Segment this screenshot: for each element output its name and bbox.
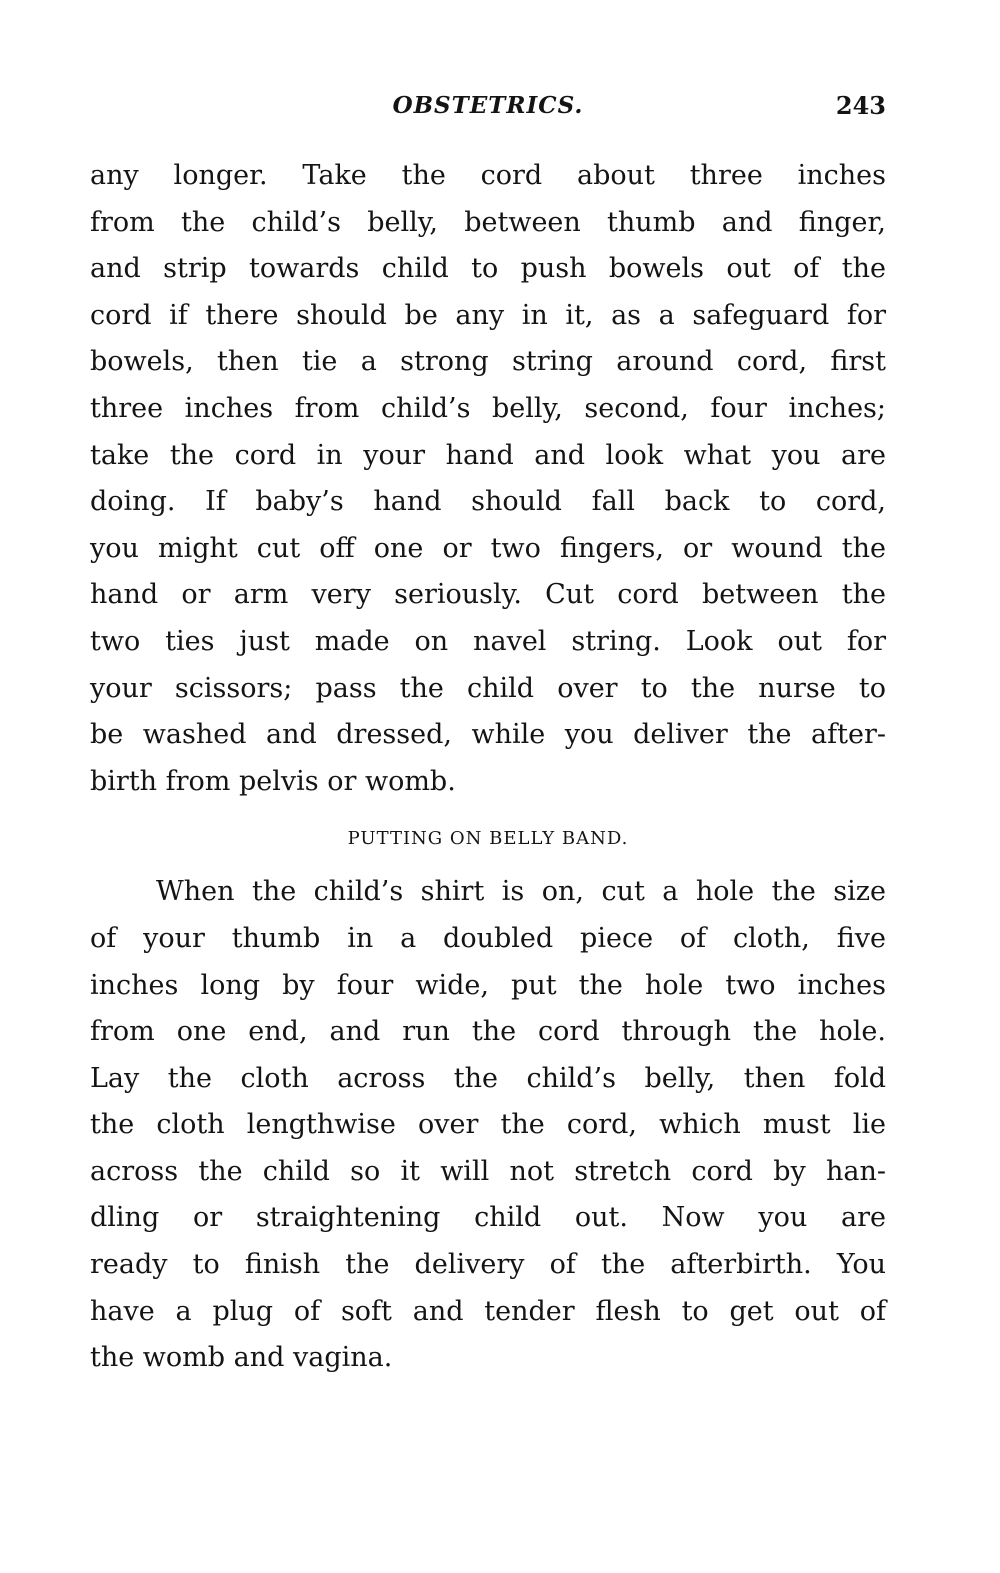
text-line: take the cord in your hand and look what you are xyxy=(90,439,886,471)
running-head xyxy=(90,88,886,124)
text-line: from one end, and run the cord through the hole. xyxy=(90,1016,886,1048)
text-line: bowels, then tie a strong string around cord, first xyxy=(90,346,886,378)
text-line: hand or arm very seriously. Cut cord between the xyxy=(90,579,886,611)
body-text xyxy=(90,153,886,1382)
text-line: have a plug of soft and tender flesh to get out of xyxy=(90,1295,886,1327)
running-title: OBSTETRICS. xyxy=(392,92,584,119)
paragraph-belly-band xyxy=(90,869,886,1382)
text-line: When the child’s shirt is on, cut a hole the size xyxy=(156,876,886,908)
text-line: and strip towards child to push bowels out of the xyxy=(90,253,886,285)
text-line: from the child’s belly, between thumb and finger, xyxy=(90,206,886,238)
text-line: any longer. Take the cord about three inches xyxy=(90,160,886,191)
text-line: three inches from child’s belly, second, four inches; xyxy=(90,392,886,424)
text-line: you might cut off one or two fingers, or wound the xyxy=(90,532,886,564)
text-line: your scissors; pass the child over to the nurse to xyxy=(90,672,886,704)
section-heading: PUTTING ON BELLY BAND. xyxy=(347,828,629,850)
text-line: birth from pelvis or womb. xyxy=(90,765,456,797)
text-line: inches long by four wide, put the hole two inches xyxy=(90,969,886,1001)
text-line: doing. If baby’s hand should fall back to cord, xyxy=(90,486,886,518)
text-line: of your thumb in a doubled piece of cloth, five xyxy=(90,922,886,954)
text-line: cord if there should be any in it, as a safeguard for xyxy=(90,299,886,331)
text-line: Lay the cloth across the child’s belly, then fold xyxy=(90,1062,886,1094)
text-line: the womb and vagina. xyxy=(90,1342,393,1374)
page-number: 243 xyxy=(835,91,886,120)
text-line: two ties just made on navel string. Look out for xyxy=(90,625,886,657)
text-line: ready to finish the delivery of the afterbirth. You xyxy=(90,1249,886,1281)
text-line: be washed and dressed, while you deliver the after- xyxy=(90,719,886,751)
text-line: the cloth lengthwise over the cord, which must lie xyxy=(90,1109,886,1141)
text-line: across the child so it will not stretch cord by han- xyxy=(90,1155,886,1187)
paragraph-cutting-cord xyxy=(90,153,886,805)
text-line: dling or straightening child out. Now you are xyxy=(90,1202,886,1234)
